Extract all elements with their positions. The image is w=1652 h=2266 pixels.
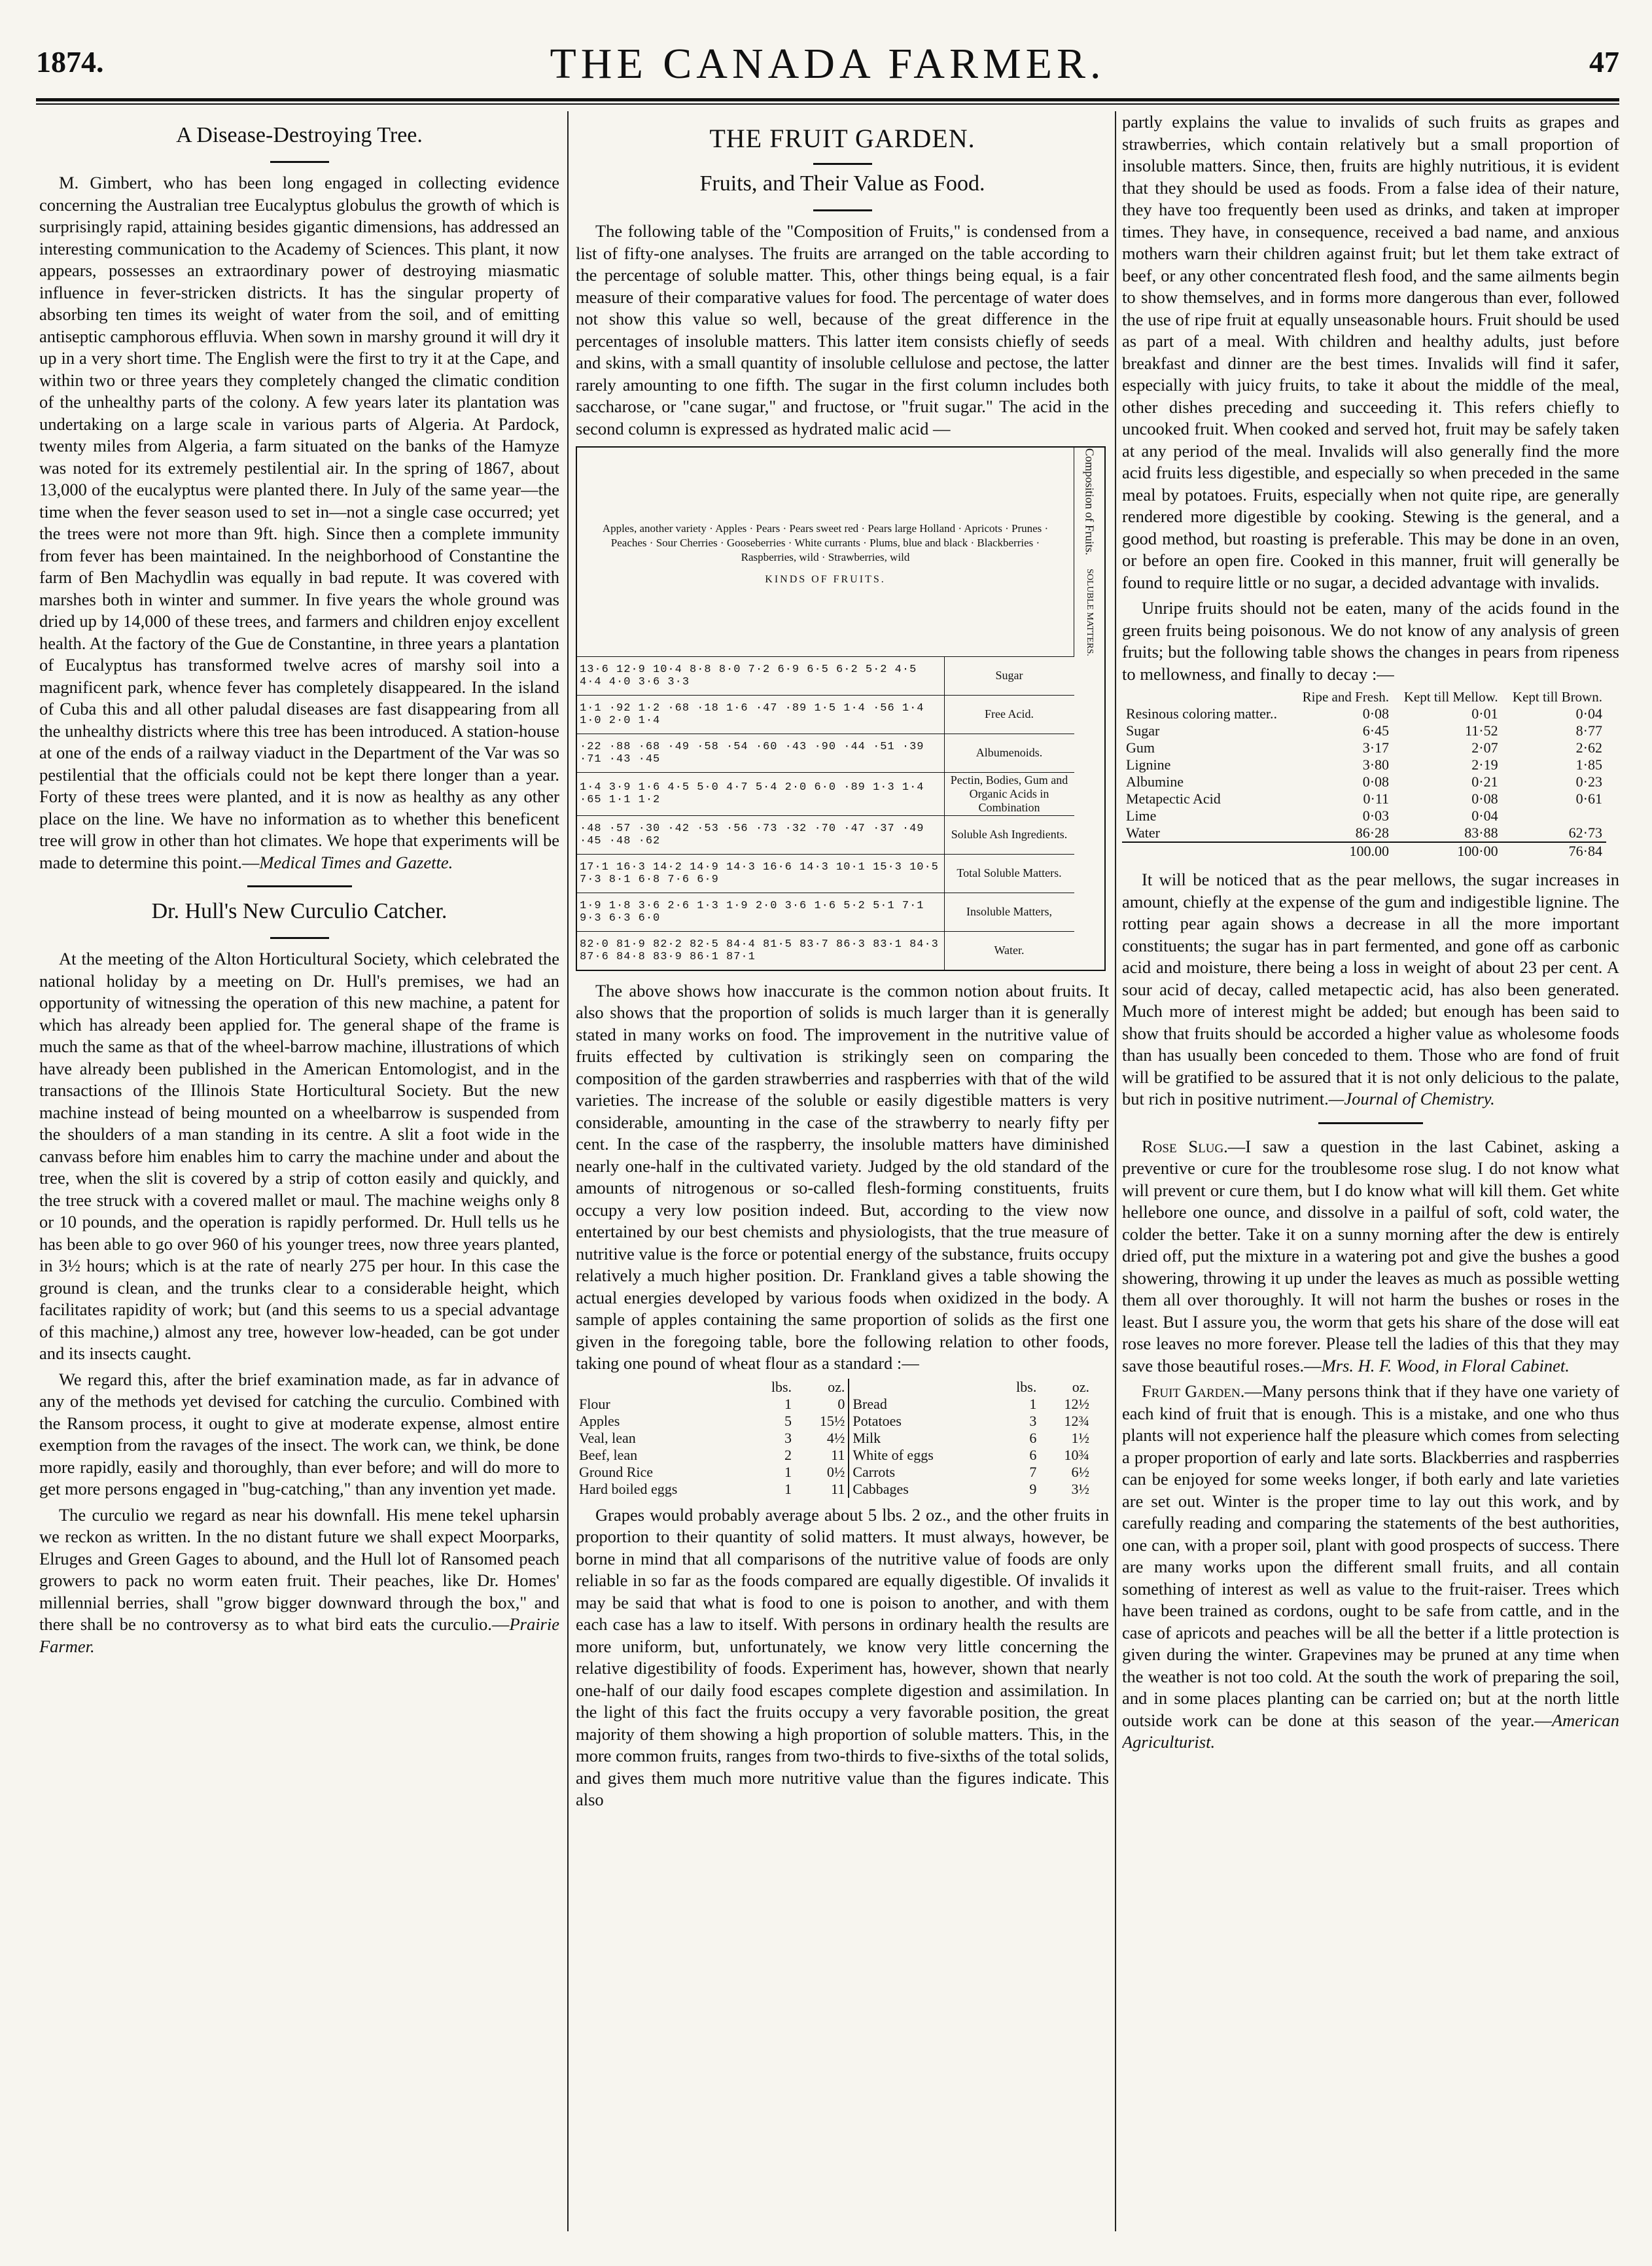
energy-row	[576, 1464, 1093, 1481]
title-rule	[813, 209, 872, 211]
decay-substance: Sugar	[1126, 722, 1160, 739]
column-1	[39, 111, 559, 2244]
composition-row	[576, 772, 1105, 815]
decay-ripe: 0·03	[1362, 807, 1390, 824]
decay-row	[1122, 756, 1606, 773]
composition-values: 1·9 1·8 3·6 2·6 1·3 1·9 2·0 3·6 1·6 5·2 5·1 7·1 9·3 6·3 6·0	[576, 893, 944, 931]
fruit-composition-table	[576, 446, 1106, 971]
table-side-label-cell	[1074, 447, 1106, 656]
decay-brown: 62·73	[1568, 824, 1602, 841]
decay-brown	[1502, 807, 1606, 824]
food-oz: 3½	[1071, 1480, 1089, 1497]
food-lbs: 6	[1029, 1446, 1037, 1463]
masthead-title: THE CANADA FARMER.	[550, 40, 1106, 88]
food-name: Veal, lean	[579, 1429, 636, 1446]
article-source: Mrs. H. F. Wood, in Floral Cabinet.	[1321, 1355, 1570, 1375]
decay-row	[1122, 807, 1606, 824]
energy-row	[576, 1447, 1093, 1464]
composition-values: 1·1 ·92 1·2 ·68 ·18 1·6 ·47 ·89 1·5 1·4 ·56 1·4 1·0 2·0 1·4	[576, 695, 944, 734]
food-lbs: 1	[784, 1463, 792, 1480]
composition-row	[576, 695, 1105, 734]
decay-row	[1122, 722, 1606, 739]
food-oz: 1½	[1071, 1429, 1089, 1446]
col-head-brown: Kept till Brown.	[1512, 689, 1602, 705]
food-name: Cabbages	[849, 1481, 995, 1498]
pear-decay-table	[1122, 689, 1606, 860]
food-oz: 6½	[1071, 1463, 1089, 1480]
food-lbs: 9	[1029, 1480, 1037, 1497]
column-divider	[1115, 111, 1116, 2231]
food-oz: 0½	[826, 1463, 845, 1480]
page-number: 47	[1589, 45, 1619, 79]
food-oz: 10¾	[1064, 1446, 1089, 1463]
decay-mellow: 2·19	[1471, 756, 1498, 773]
food-name: Hard boiled eggs	[579, 1480, 678, 1497]
article-paragraph: Grapes would probably average about 5 lbs. 2 oz., and the other fruits in proportion to their quantity of solid matters. It must always, however, be borne in mind that all comparisons of the nutritive value of foods are only reliable in so far as the foods compared are equally digestible. Of invalids it may be said that what is food to one is poison to another, and with them each case has a law to itself. With persons in ordinary health the results are more uniform, but, unfortunately, we know very little concerning the relative digestibility of foods. Experiment has, however, shown that nearly one-half of our daily food escapes complete digestion and assimilation. In the light of this fact the fruits occupy a very favorable position, the great majority of them showing a high proportion of soluble matters. This, in the more common fruits, ranges from two-thirds to five-sixths of the total solids, and gives them much more nutritive value than the figures indicate. This also	[576, 1504, 1109, 1810]
article-separator	[1318, 1122, 1423, 1124]
composition-row	[576, 893, 1105, 931]
paragraph-text: —I saw a question in the last Cabinet, asking a preventive or cure for the troublesome rose slug. I do not know what will prevent or cure them, but I do know what will kill them. Get white hellebore one ounce, and dissolve in a pailful of soft, cold water, the colder the better. Take it on a sunny morning after the dew is entirely dried off, put the mixture in a watering pot and give the bushes a good showering, throwing it up under the leaves as much as possible wetting them all over thoroughly. It will not harm the bushes or roses in the least. But I assure you, the worm that gets his share of the dose will eat rose leaves no more forever. Please tell the ladies of this that they may save those beautiful roses.—	[1122, 1136, 1619, 1375]
article-source: American Agriculturist.	[1122, 1710, 1619, 1752]
food-name: Flour	[579, 1395, 610, 1412]
energy-row	[576, 1481, 1093, 1498]
lead-in: Rose Slug.	[1142, 1136, 1228, 1156]
decay-row	[1122, 824, 1606, 842]
decay-brown: 0·04	[1575, 705, 1602, 722]
food-oz: 12½	[1064, 1395, 1089, 1412]
composition-label: Sugar	[944, 656, 1074, 695]
decay-ripe: 6·45	[1362, 722, 1390, 739]
col-head-oz: oz.	[828, 1378, 845, 1395]
decay-mellow: 11·52	[1465, 722, 1498, 739]
total-ripe: 100.00	[1292, 842, 1393, 860]
col-head-mellow: Kept till Mellow.	[1403, 689, 1498, 705]
decay-substance: Resinous coloring matter..	[1126, 705, 1277, 722]
decay-substance: Gum	[1126, 739, 1155, 756]
article-paragraph: At the meeting of the Alton Horticultural Society, which celebrated the national holiday by a meeting on Dr. Hull's premises, we had an opportunity of witnessing the operation of this new machine, a patent for which has already been applied for. The general shape of the frame is much the same as that of the wheel-barrow machine, illustrations of which have already been published in the American Entomologist, and in the transactions of the Illinois State Horticultural Society. But the new machine instead of being mounted on a wheelbarrow is suspended from the shoulders of a man standing in its centre. A slit a foot wide in the canvass before him enables him to carry the machine under and about the tree, when the slit is covered by a strip of cotton easily and quickly, and the tree struck with a covered mallet or maul. The machine weighs only 8 or 10 pounds, and the operation is rapidly performed. Dr. Hull tells us he has been able to go over 960 of his younger trees, now three years planted, in 3½ hours; which is at the rate of nearly 275 per hour. In this case the ground is clean, and the trunks clear to a considerable height, which facilitates rapidity of work; but (and this seems to us a special advantage of this machine,) almost any tree, however low-headed, can be got under and its insects caught.	[39, 949, 559, 1363]
composition-label: Total Soluble Matters.	[944, 854, 1074, 893]
table-soluble-label: SOLUBLE MATTERS.	[1085, 568, 1095, 656]
composition-values: 13·6 12·9 10·4 8·8 8·0 7·2 6·9 6·5 6·2 5·2 4·5 4·4 4·0 3·6 3·3	[576, 656, 944, 695]
total-mellow: 100·00	[1393, 842, 1502, 860]
masthead-rule	[36, 98, 1619, 101]
decay-brown: 1·85	[1575, 756, 1602, 773]
food-oz: 4½	[826, 1429, 845, 1446]
total-row	[1122, 842, 1606, 860]
composition-label: Soluble Ash Ingredients.	[944, 815, 1074, 854]
article-title: Fruits, and Their Value as Food.	[699, 171, 985, 196]
decay-ripe: 0·11	[1363, 790, 1390, 807]
decay-ripe: 0·08	[1362, 773, 1390, 790]
decay-substance: Metapectic Acid	[1126, 790, 1221, 807]
total-brown: 76·84	[1502, 842, 1606, 860]
food-name: Bread	[849, 1396, 995, 1413]
decay-mellow: 0·08	[1471, 790, 1498, 807]
composition-row	[576, 931, 1105, 970]
decay-ripe: 3·80	[1362, 756, 1390, 773]
food-name: White of eggs	[849, 1447, 995, 1464]
composition-label: Water.	[944, 931, 1074, 970]
energy-row	[576, 1430, 1093, 1447]
decay-row	[1122, 773, 1606, 790]
composition-values: ·22 ·88 ·68 ·49 ·58 ·54 ·60 ·43 ·90 ·44 ·51 ·39 ·71 ·43 ·45	[576, 734, 944, 772]
decay-row	[1122, 790, 1606, 807]
fruit-names: Apples, another variety · Apples · Pears · Pears sweet red · Pears large Holland · Apricots · Prunes · Peaches · Sour Cherries · Gooseberries · White currants · Plums, blue and black · Blackberries · Raspberries, wild · Strawberries, wild	[602, 522, 1049, 564]
food-oz: 11	[831, 1480, 845, 1497]
energy-table	[576, 1379, 1093, 1498]
paragraph-text: M. Gimbert, who has been long engaged in collecting evidence concerning the Australian tree Eucalyptus globulus the growth of which is surprisingly rapid, attaining besides gigantic dimensions, has addressed an interesting communication to the Academy of Sciences. This plant, it now appears, possesses an extraordinary power of destroying miasmatic influence in fever-stricken districts. It has the singular property of absorbing ten times its weight of water from the soil, and of emitting antiseptic camphorous effluvia. When sown in marshy ground it will dry it up in a very short time. The English were the first to try it at the Cape, and within two or three years they completely changed the climatic condition of the unhealthy parts of the colony. A few years later its plantation was undertaking on a large scale in various parts of Algeria. At Pardock, twenty miles from Algeria, a farm situated on the banks of the Hamyze was noted for its extremely pestilential air. In the spring of 1867, about 13,000 of the eucalyptus were planted there. In July of the same year—the time when the fever season used to set in—not a single case occurred; yet the trees were not more than 9ft. high. Since then a complete immunity from fever has been maintained. In the neighborhood of Constantine the farm of Ben Machydlin was equally in bad repute. It was covered with marshes both in winter and summer. In five years the whole ground was dried up by 14,000 of these trees, and farmers and children enjoy excellent health. At the factory of the Gue de Constantine, in three years a plantation of Eucalyptus has transformed twelve acres of marshy soil into a magnificent park, whence fever has completely disappeared. In the island of Cuba this and all other paludal diseases are fast disappearing from all the unhealthy districts where this tree has been introduced. A station-house at one of the ends of a railway viaduct in the Department of the Var was so pestilential that the officials could not be kept there longer than a year. Forty of these trees were planted, and it is now as healthy as any other place on the line. We have no information as to whether this beneficent tree will grow in other than hot climates. We hope that experiments will be made to determine this point.—	[39, 173, 559, 872]
food-name: Carrots	[849, 1464, 995, 1481]
decay-brown: 0·61	[1575, 790, 1602, 807]
decay-row	[1122, 739, 1606, 756]
paragraph-text: The curculio we regard as near his downfall. His mene tekel upharsin we reckon as written. In the no distant future we shall expect Moorparks, Elruges and Green Gages to abound, and the Hull lot of Ransomed peach growers to pack no worm eaten fruit. Their peaches, like Dr. Homes' millennial berries, shall "grow bigger downward through the box," and there shall be no controversy as to what bird eats the curculio.—	[39, 1504, 559, 1634]
article-source: Medical Times and Gazette.	[259, 852, 453, 872]
food-lbs: 1	[784, 1395, 792, 1412]
composition-values: 82·0 81·9 82·2 82·5 84·4 81·5 83·7 86·3 83·1 84·3 87·6 84·8 83·9 86·1 87·1	[576, 931, 944, 970]
food-lbs: 5	[784, 1412, 792, 1429]
column-3	[1122, 111, 1619, 2244]
article-source: Prairie Farmer.	[39, 1614, 559, 1656]
composition-values: ·48 ·57 ·30 ·42 ·53 ·56 ·73 ·32 ·70 ·47 ·37 ·49 ·45 ·48 ·62	[576, 815, 944, 854]
energy-row	[576, 1413, 1093, 1430]
title-rule	[270, 161, 329, 163]
decay-substance: Water	[1126, 824, 1160, 841]
composition-row	[576, 815, 1105, 854]
col-head-lbs: lbs.	[1016, 1378, 1037, 1395]
article-paragraph	[1122, 1136, 1619, 1377]
food-name: Milk	[849, 1430, 995, 1447]
decay-substance: Lime	[1126, 807, 1157, 824]
article-paragraph: The following table of the "Composition of Fruits," is condensed from a list of fifty-one analyses. The fruits are arranged on the table according to the percentage of soluble matter. This, other things being equal, is a fair measure of their comparative values for food. The percentage of water does not show this value so well, because of the great difference in the percentages of insoluble matters. This latter item consists chiefly of seeds and skins, with a small quantity of insoluble cellulose and pectose, the latter rarely amounting to one fifth. The sugar in the first column includes both saccharose, or "cane sugar," and fructose, or "fruit sugar." The acid in the second column is expressed as hydrated malic acid —	[576, 221, 1109, 438]
food-oz: 0	[837, 1395, 845, 1412]
table-head: KINDS OF FRUITS.	[765, 574, 886, 586]
masthead-year: 1874.	[36, 45, 104, 79]
decay-ripe: 3·17	[1362, 739, 1390, 756]
decay-row	[1122, 705, 1606, 722]
composition-label: Albumenoids.	[944, 734, 1074, 772]
col-head-ripe: Ripe and Fresh.	[1302, 689, 1390, 705]
decay-mellow: 0·04	[1471, 807, 1498, 824]
article-paragraph: We regard this, after the brief examination made, as far in advance of any of the methods yet devised for catching the curculio. Combined with the Ransom process, it ought to give at moderate expense, almost entire exemption from the ravages of the insect. The work can, we think, be done more rapidly, easily and thoroughly, than ever before; and will do more to get more persons engaged in "bug-catching," than any invention yet made.	[39, 1369, 559, 1498]
article-paragraph	[39, 1504, 559, 1658]
composition-row	[576, 734, 1105, 772]
food-oz: 12¾	[1064, 1412, 1089, 1429]
article-title: Dr. Hull's New Curculio Catcher.	[151, 899, 448, 923]
decay-mellow: 0·21	[1471, 773, 1498, 790]
article-paragraph	[39, 172, 559, 874]
composition-label: Free Acid.	[944, 695, 1074, 734]
food-name: Potatoes	[849, 1413, 995, 1430]
section-head: THE FRUIT GARDEN.	[709, 124, 975, 153]
decay-brown: 0·23	[1575, 773, 1602, 790]
column-divider	[567, 111, 569, 2231]
composition-label: Insoluble Matters,	[944, 893, 1074, 931]
col-head-oz: oz.	[1072, 1378, 1089, 1395]
decay-brown: 2·62	[1575, 739, 1602, 756]
composition-row	[576, 854, 1105, 893]
article-paragraph: The above shows how inaccurate is the common notion about fruits. It also shows that the proportion of solids is much larger than it is generally stated in many works on food. The improvement in the nutritive value of fruits effected by cultivation is strikingly seen on comparing the composition of the garden strawberries and raspberries with that of the wild varieties. The increase of the soluble or easily digestible matters is very considerable, amounting in the case of the strawberry to nearly fifty per cent. In the case of the raspberry, the insoluble matters have diminished nearly one-half in the cultivated variety. Judged by the old standard of the amounts of nitrogenous or so-called flesh-forming constituents, fruits occupy a very low position indeed. But, according to the view now entertained by our best chemists and physiologists, that the true measure of nutritive value is the force or potential energy of the substance, fruits occupy relatively a much higher position. Dr. Frankland gives a table showing the actual energies developed by various foods when oxidized in the body. A sample of apples containing the same proportion of solids as the first one given in the foregoing table, bore the following relation to other foods, taking one pound of wheat flour as a standard :—	[576, 980, 1109, 1373]
col-head-lbs: lbs.	[771, 1378, 792, 1395]
article-title: A Disease-Destroying Tree.	[176, 123, 423, 147]
food-name: Apples	[579, 1412, 620, 1429]
decay-mellow: 2·07	[1471, 739, 1498, 756]
energy-row	[576, 1396, 1093, 1413]
fruit-names-cell	[576, 447, 1074, 656]
masthead	[36, 39, 1619, 92]
composition-label: Pectin, Bodies, Gum and Organic Acids in Combination	[944, 772, 1074, 815]
title-rule	[270, 937, 329, 939]
food-lbs: 3	[1029, 1412, 1037, 1429]
food-oz: 11	[831, 1446, 845, 1463]
decay-mellow: 0·01	[1471, 705, 1498, 722]
article-paragraph	[1122, 869, 1619, 1110]
food-name: Beef, lean	[579, 1446, 638, 1463]
table-side-label: Composition of Fruits.	[1083, 448, 1097, 556]
decay-substance: Albumine	[1126, 773, 1184, 790]
paragraph-text: —Many persons think that if they have one variety of each kind of fruit that is enough. This is a mistake, and one who thus plants will not experience half the pleasure which comes from selecting a proper proportion of early and late sorts. Blackberries and raspberries can be enjoyed for some weeks longer, if both early and late varieties are set out. Winter is the proper time to lay out this work, and by carefully reading and comparing the statements of the best authorities, one can, with a proper soil, plant with good prospects of success. There are many works upon the different small fruits, and all contain something of interest as well as value to the fruit-raiser. Trees which have been trained as cordons, ought to be safe from cattle, and in the case of apricots and peaches will be all the better if a little protection is given during the winter. Grapevines may be pruned at any time when the weather is not too cold. At the south the work of preparing the soil, and in some places planting can be carried on; but at the north little outside work can be done at this season of the year.—	[1122, 1381, 1619, 1730]
food-oz: 15½	[819, 1412, 845, 1429]
article-separator	[247, 885, 352, 887]
decay-brown: 8·77	[1575, 722, 1602, 739]
decay-ripe: 0·08	[1362, 705, 1390, 722]
composition-values: 17·1 16·3 14·2 14·9 14·3 16·6 14·3 10·1 15·3 10·5 7·3 8·1 6·8 7·6 6·9	[576, 854, 944, 893]
decay-substance: Lignine	[1126, 756, 1171, 773]
food-lbs: 1	[1029, 1395, 1037, 1412]
paragraph-text: It will be noticed that as the pear mellows, the sugar increases in amount, chiefly at the expense of the gum and indigestible lignine. The rotting pear again shows a decrease in all the more important constituents; the sugar has in part fermented, and gone off as carbonic acid and moisture, there being a loss in weight of about 23 per cent. A sour acid of decay, called metapectic acid, has also been generated. Much more of interest might be added; but enough has been said to show that fruits should be accorded a higher value as wholesome foods than has usually been conceded to them. Those who are fond of fruit will be gratified to be assured that it is not only delicious to the palate, but rich in positive nutriment.	[1122, 870, 1619, 1108]
food-name: Ground Rice	[579, 1463, 654, 1480]
title-rule	[813, 163, 872, 165]
article-source: —Journal of Chemistry.	[1328, 1089, 1495, 1108]
column-2	[576, 111, 1109, 2244]
composition-values: 1·4 3·9 1·6 4·5 5·0 4·7 5·4 2·0 6·0 ·89 1·3 1·4 ·65 1·1 1·2	[576, 772, 944, 815]
food-lbs: 1	[784, 1480, 792, 1497]
food-lbs: 2	[784, 1446, 792, 1463]
article-paragraph: Unripe fruits should not be eaten, many of the acids found in the green fruits being poisonous. We do not know of any analysis of green fruits; but the following table shows the changes in pears from ripeness to mellowness, and finally to decay :—	[1122, 598, 1619, 684]
decay-ripe: 86·28	[1355, 824, 1390, 841]
article-paragraph: partly explains the value to invalids of such fruits as grapes and strawberries, which contain relatively but a small proportion of insoluble matters. Since, then, fruits are highly nutritious, it is evident that they should be used as foods. From a false idea of their nature, they have too frequently been used as drinks, and taken at improper times. They have, in consequence, received a bad name, and anxious mothers warn their children against fruit; but let them take extract of beef, or any other concentrated flesh food, and the same ailments begin to show themselves, and in forms more dangerous than ever, followed the use of ripe fruit at equally unseasonable hours. Fruit should be used as part of a meal. With children and healthy adults, just before breakfast and dinner are the best times. Invalids will find it safer, especially with juicy fruits, to take it about the middle of the meal, other dishes preceding and succeeding it. This refers chiefly to uncooked fruit. When cooked and served hot, fruit may be safely taken at any period of the meal. Invalids will also generally find the more acid fruits less digestible, and especially so when preceded in the same meal by potatoes. Fruits, especially when not quite ripe, are generally rendered more digestible by cooking. Stewing is the general, and a good method, but roasting is preferable. This may be done in an oven, or before an open fire. Cooked in this manner, fruit will generally be found to require little or no sugar, a decided advantage with invalids.	[1122, 112, 1619, 592]
decay-mellow: 83·88	[1464, 824, 1498, 841]
lead-in: Fruit Garden.	[1142, 1381, 1245, 1401]
food-lbs: 7	[1029, 1463, 1037, 1480]
food-lbs: 6	[1029, 1429, 1037, 1446]
composition-row	[576, 656, 1105, 695]
food-lbs: 3	[784, 1429, 792, 1446]
masthead-rule-thin	[36, 103, 1619, 105]
article-paragraph	[1122, 1381, 1619, 1754]
